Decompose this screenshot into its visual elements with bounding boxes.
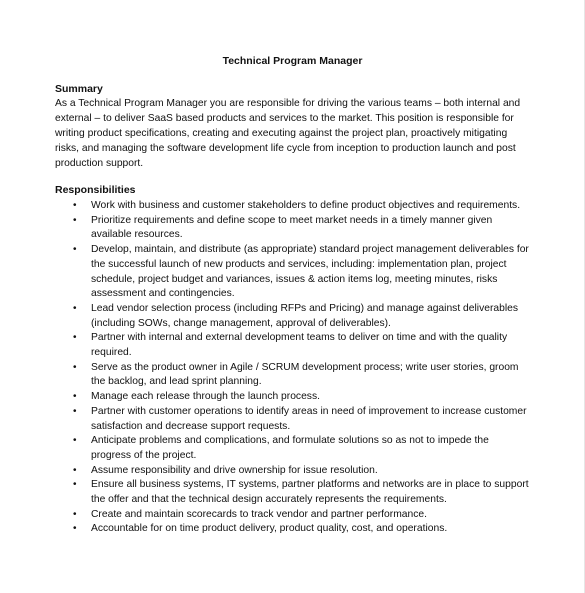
- list-item-text: Prioritize requirements and define scope to meet market needs in a timely manner given available resources.: [91, 214, 493, 241]
- list-item-text: Partner with internal and external development teams to deliver on time and with the quality required.: [91, 332, 508, 359]
- list-item: [55, 214, 530, 243]
- list-item: [55, 434, 530, 463]
- responsibilities-heading: Responsibilities: [55, 184, 136, 196]
- bullet-icon: •: [73, 479, 77, 491]
- bullet-icon: •: [73, 332, 77, 344]
- list-item-text: Create and maintain scorecards to track vendor and partner performance.: [91, 508, 427, 520]
- summary-paragraph: As a Technical Program Manager you are responsible for driving the various teams – both internal and external – to deliver SaaS based products and services to the market. This position is responsible for writing product specifications, creating and executing against the project plan, proactively mitigating risks, and managing the software development life cycle from inception to production launch and post production support.: [55, 98, 521, 169]
- list-item: [55, 464, 530, 479]
- list-item-text: Manage each release through the launch process.: [91, 391, 320, 403]
- list-item-text: Assume responsibility and drive ownership for issue resolution.: [91, 464, 378, 476]
- bullet-icon: •: [73, 200, 77, 211]
- list-item: [55, 302, 530, 331]
- list-item-text: Anticipate problems and complications, and formulate solutions so as not to impede the progress of the project.: [91, 435, 489, 461]
- list-item: [55, 390, 530, 405]
- list-item-text: Lead vendor selection process (including RFPs and Pricing) and manage against deliverables (including SOWs, change management, approval of deliverables).: [91, 302, 518, 329]
- list-item: [55, 361, 530, 390]
- bullet-icon: •: [73, 244, 77, 256]
- list-item: [55, 243, 530, 302]
- bullet-icon: •: [73, 523, 77, 535]
- list-item: [55, 522, 530, 537]
- bullet-icon: •: [73, 464, 77, 476]
- bullet-icon: •: [73, 361, 77, 373]
- summary-heading: Summary: [55, 83, 103, 95]
- bullet-icon: •: [73, 405, 77, 417]
- list-item: [55, 508, 530, 523]
- document-title: Technical Program Manager: [222, 55, 363, 67]
- bullet-icon: •: [73, 214, 77, 226]
- list-item: [55, 405, 530, 434]
- list-item-text: Partner with customer operations to identify areas in need of improvement to increase customer satisfaction and decrease support requests.: [91, 405, 527, 432]
- bullet-icon: •: [73, 508, 77, 520]
- bullet-icon: •: [73, 302, 77, 314]
- responsibilities-list: [55, 199, 530, 537]
- list-item: [55, 478, 530, 507]
- list-item: [55, 199, 530, 214]
- bullet-icon: •: [73, 391, 77, 403]
- list-item-text: Ensure all business systems, IT systems, partner platforms and networks are in place to support the offer and that the technical design accurately represents the requirements.: [91, 479, 529, 506]
- list-item-text: Work with business and customer stakeholders to define product objectives and requirements.: [91, 200, 521, 211]
- list-item-text: Serve as the product owner in Agile / SCRUM development process; write user stories, groom the backlog, and lead sprint planning.: [91, 361, 519, 388]
- bullet-icon: •: [73, 435, 77, 447]
- list-item-text: Develop, maintain, and distribute (as appropriate) standard project management deliverables for the successful launch of new products and services, including: implementation plan, project schedule, project budget and variances, issues & action items log, meeting minutes, risks assessment and contingencies.: [91, 244, 529, 300]
- list-item: [55, 331, 530, 360]
- list-item-text: Accountable for on time product delivery, product quality, cost, and operations.: [91, 523, 448, 535]
